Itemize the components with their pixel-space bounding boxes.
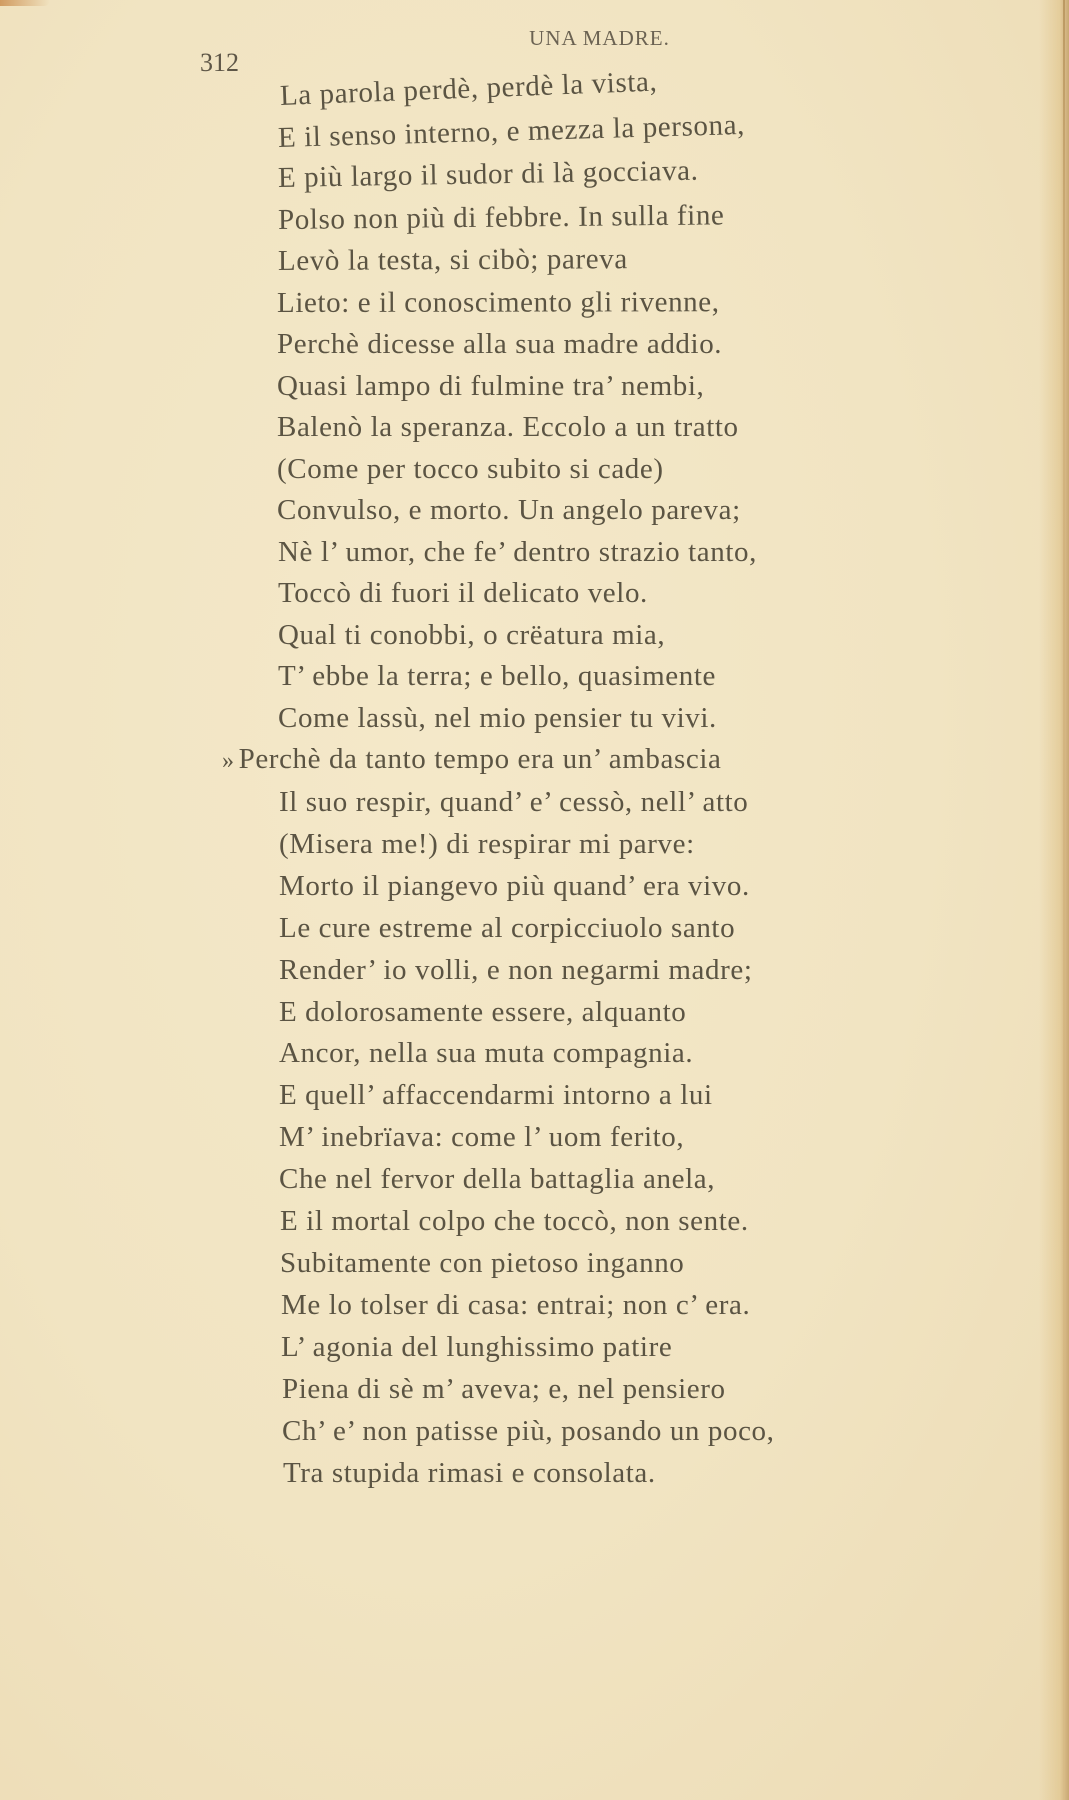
poem-line-text: Morto il piangevo più quand’ era vivo. [279, 870, 750, 902]
poem-line-text: Perchè dicesse alla sua madre addio. [277, 328, 723, 360]
poem-line [279, 912, 735, 945]
poem-line-text: La parola perdè, perdè la vista, [279, 65, 658, 112]
poem-line-text: Nè l’ umor, che fe’ dentro strazio tanto, [278, 536, 757, 568]
page-number: 312 [200, 48, 239, 77]
poem-line-text: Ancor, nella sua muta compagnia. [279, 1037, 694, 1069]
poem-line [282, 1373, 726, 1406]
poem-line [278, 155, 699, 195]
poem-line [278, 243, 628, 278]
poem-line-text: Lieto: e il conoscimento gli rivenne, [276, 286, 720, 319]
poem-line-text: E il mortal colpo che toccò, non sente. [280, 1205, 749, 1237]
poem-line-text: E il senso interno, e mezza la persona, [277, 108, 746, 154]
poem-line [280, 1247, 684, 1280]
page-edge [1063, 0, 1065, 1800]
poem-line-text: Subitamente con pietoso inganno [280, 1247, 685, 1279]
quotation-marker: » [222, 748, 235, 774]
poem-line [279, 954, 753, 987]
poem-line [278, 702, 717, 735]
poem-line [279, 870, 750, 903]
poem-line [278, 577, 648, 610]
paper-stain [0, 0, 50, 6]
poem-line [279, 1163, 715, 1196]
poem-line [277, 370, 704, 403]
poem-line-text: Le cure estreme al corpicciuolo santo [279, 912, 736, 944]
poem-line [281, 1331, 672, 1364]
poem-line-text: Perchè da tanto tempo era un’ ambascia [238, 743, 722, 775]
poem-line-text: Ch’ e’ non patisse più, posando un poco, [282, 1415, 775, 1447]
poem-line-text: Tra stupida rimasi e consolata. [283, 1457, 656, 1489]
poem-line-text: Convulso, e morto. Un angelo pareva; [277, 494, 741, 526]
poem-line [277, 286, 720, 320]
poem-line [279, 786, 748, 819]
poem-line [278, 536, 757, 569]
poem-line-text: (Misera me!) di respirar mi parve: [279, 828, 695, 860]
poem-line [222, 743, 721, 776]
poem-line-text: Qual ti conobbi, o crëatura mia, [278, 619, 666, 651]
poem-line [279, 1079, 713, 1112]
poem-line-text: Render’ io volli, e non negarmi madre; [279, 954, 753, 986]
poem-line [278, 199, 725, 237]
poem-line-text: Il suo respir, quand’ e’ cessò, nell’ atto [279, 786, 749, 818]
poem-line [278, 109, 746, 155]
poem-line [277, 453, 664, 486]
poem-line-text: Balenò la speranza. Eccolo a un tratto [277, 411, 739, 443]
poem-line-text: Che nel fervor della battaglia anela, [279, 1163, 716, 1195]
poem-line [277, 494, 741, 527]
poem-line [277, 328, 722, 361]
poem-line [279, 1121, 684, 1154]
poem-line-text: Come lassù, nel mio pensier tu vivi. [278, 702, 717, 734]
poem-line-text: E dolorosamente essere, alquanto [279, 996, 687, 1028]
poem-line-text: Piena di sè m’ aveva; e, nel pensiero [282, 1373, 726, 1405]
poem-line [280, 1205, 749, 1238]
poem-line-text: (Come per tocco subito si cade) [277, 453, 664, 485]
poem-line [279, 828, 695, 861]
poem-line [283, 1457, 656, 1490]
running-head: UNA MADRE. [529, 26, 670, 50]
poem-line [279, 66, 657, 113]
poem-line-text: L’ agonia del lunghissimo patire [281, 1331, 673, 1363]
poem-line-text: Me lo tolser di casa: entrai; non c’ era. [281, 1289, 751, 1321]
poem-line [278, 660, 716, 693]
poem-line-text: Quasi lampo di fulmine tra’ nembi, [277, 370, 705, 402]
poem-line-text: T’ ebbe la terra; e bello, quasimente [278, 660, 716, 692]
poem-line-text: Levò la testa, si cibò; pareva [277, 243, 628, 277]
poem-line-text: Polso non più di febbre. In sulla fine [277, 199, 725, 236]
poem-line-text: M’ inebrïava: come l’ uom ferito, [279, 1121, 685, 1153]
poem-line-text: Toccò di fuori il delicato velo. [278, 577, 648, 609]
poem-line [278, 619, 665, 652]
poem-line [282, 1415, 775, 1448]
poem-line-text: E quell’ affaccendarmi intorno a lui [279, 1079, 713, 1111]
poem-line-text: E più largo il sudor di là gocciava. [277, 154, 699, 194]
poem-line [277, 411, 739, 444]
poem-line [279, 1037, 693, 1070]
poem-line [281, 1289, 750, 1322]
poem-line [279, 996, 686, 1029]
